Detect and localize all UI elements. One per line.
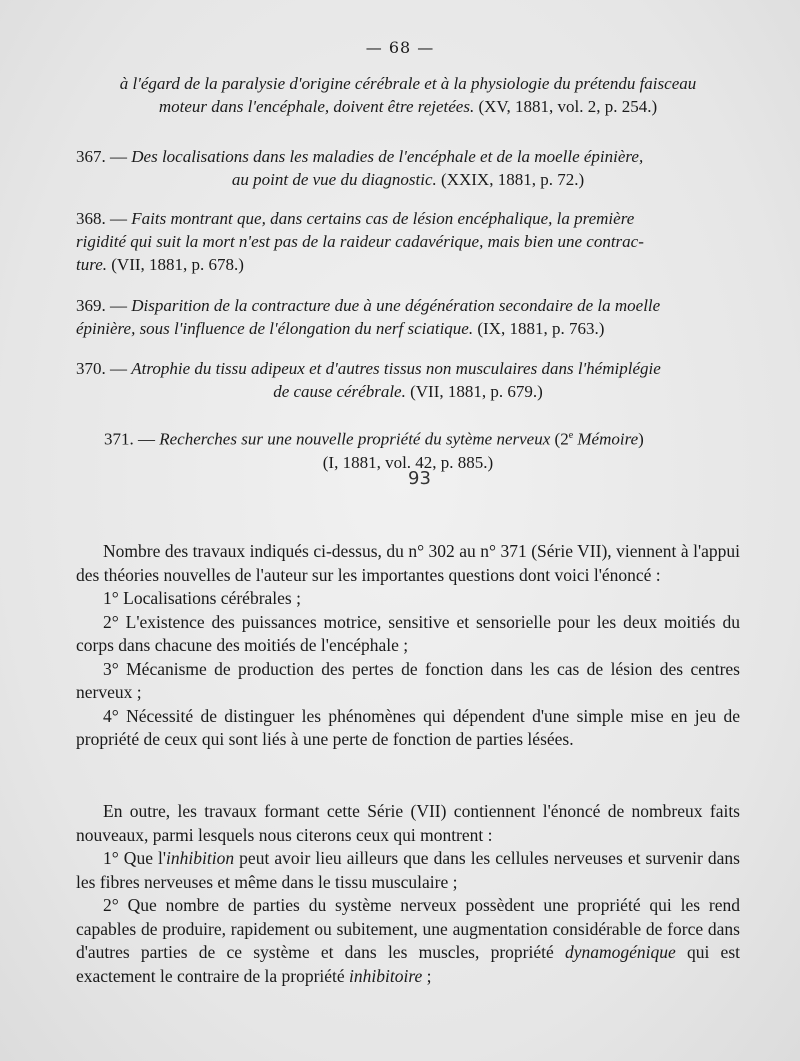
summary-section [76,540,740,752]
entry-369 [76,294,740,340]
entry-text-line: à l'égard de la paralysie d'origine cérébrale et à la physiologie du prétendu faisceau [119,74,697,93]
entry-title: Des localisations dans les maladies de l'encéphale et de la moelle épinière, [131,147,644,166]
entry-number: 368. [76,209,106,228]
summary-item-3: 3° Mécanisme de production des pertes de fonction dans les cas de lésion des centres nerveux ; [76,658,740,702]
entry-368 [76,207,740,276]
entry-reference: (XXIX, 1881, p. 72.) [441,170,585,189]
entry-title: Recherches sur une nouvelle propriété du sytème nerveux [159,429,551,449]
memoire-number: 2 [560,429,569,449]
entry-title-cont: de cause cérébrale. [273,382,406,401]
facts-item-2-mid: qui est exactement le contraire de la propriété [76,942,740,986]
entry-dash: — [110,359,127,378]
entry-370 [76,357,740,403]
entry-title: Faits montrant que, dans certains cas de lésion encéphalique, la première [131,209,635,228]
entry-reference: (VII, 1881, p. 679.) [410,382,543,401]
page-number: — 68 — [365,38,435,57]
entry-reference: (VII, 1881, p. 678.) [111,255,244,274]
entry-reference: (I, 1881, vol. 42, p. 885.) [322,452,494,472]
facts-item-1-rest: peut avoir lieu ailleurs que dans les cellules nerveuses et survenir dans les fibres nerveuses et même dans le tissu musculaire ; [76,848,740,892]
entry-title: Disparition de la contracture due à une dégénération secondaire de la moelle [131,296,661,315]
facts-item-1-italic: inhibition [166,848,235,868]
entry-dash: — [110,296,127,315]
summary-item-1: 1° Localisations cérébrales ; [103,588,301,608]
facts-item-2-text: 2° Que nombre de parties du système nerveux possèdent une propriété qui les rend capables de produire, rapidement ou subitement, une augmentation considérable de force dans d'autres parties de ce système et dans les muscles, propriété [76,895,740,962]
entry-title-cont: rigidité qui suit la mort n'est pas de la raideur cadavérique, mais bien une contrac- [76,232,644,251]
entry-text-line-2 [76,95,740,118]
entry-title-end: ture. [76,255,108,274]
facts-intro: En outre, les travaux formant cette Série (VII) contiennent l'énoncé de nombreux faits nouveaux, parmi lesquels nous citerons ceux qui montrent : [76,801,740,845]
facts-item-2 [76,894,740,988]
entry-number: 371. [104,429,134,449]
entry-title-cont: au point de vue du diagnostic. [231,170,437,189]
entry-dash: — [110,147,127,166]
entry-reference: (IX, 1881, p. 763.) [477,319,605,338]
handwritten-note: 93 [408,468,431,489]
facts-item-2-italic-1: dynamogénique [564,942,676,962]
entry-number: 369. [76,296,106,315]
summary-intro: Nombre des travaux indiqués ci-dessus, du n° 302 au n° 371 (Série VII), viennent à l'appui des théories nouvelles de l'auteur sur les importantes questions dont voici l'énoncé : [76,541,740,585]
entry-reference: (XV, 1881, vol. 2, p. 254.) [478,97,658,116]
memoire-superscript: e [568,430,574,441]
summary-item-4: 4° Nécessité de distinguer les phénomènes qui dépendent d'une simple mise en jeu de propriété de ceux qui sont liés à une perte de fonction de parties lésées. [76,705,740,749]
entry-number: 367. [76,147,106,166]
memoire-word: Mémoire [577,429,639,449]
entry-371: 371. — Recherches sur une nouvelle propriété du sytème nerveux (2e Mémoire) (I, 1881, vol. 42, p. 885.) [76,424,740,474]
facts-item-2-end: ; [422,965,432,986]
entry-367 [76,145,740,191]
entry-text-italic: moteur dans l'encéphale, doivent être rejetées. [158,97,475,116]
entry-title-cont: épinière, sous l'influence de l'élongation du nerf sciatique. [76,319,474,338]
entry-title: Atrophie du tissu adipeux et d'autres tissus non musculaires dans l'hémiplégie [131,359,661,378]
facts-item-2-italic-2: inhibitoire [349,965,423,986]
facts-item-1-text: 1° Que l' [103,848,167,868]
facts-item-1 [76,847,740,894]
entry-dash: — [138,429,155,449]
entry-continuation [76,72,740,118]
summary-item-2: 2° L'existence des puissances motrice, sensitive et sensorielle pour les deux moitiés du corps dans chacune des moitiés de l'encéphale ; [76,611,740,655]
entry-number: 370. [76,359,106,378]
entry-dash: — [110,209,127,228]
facts-section [76,800,740,988]
